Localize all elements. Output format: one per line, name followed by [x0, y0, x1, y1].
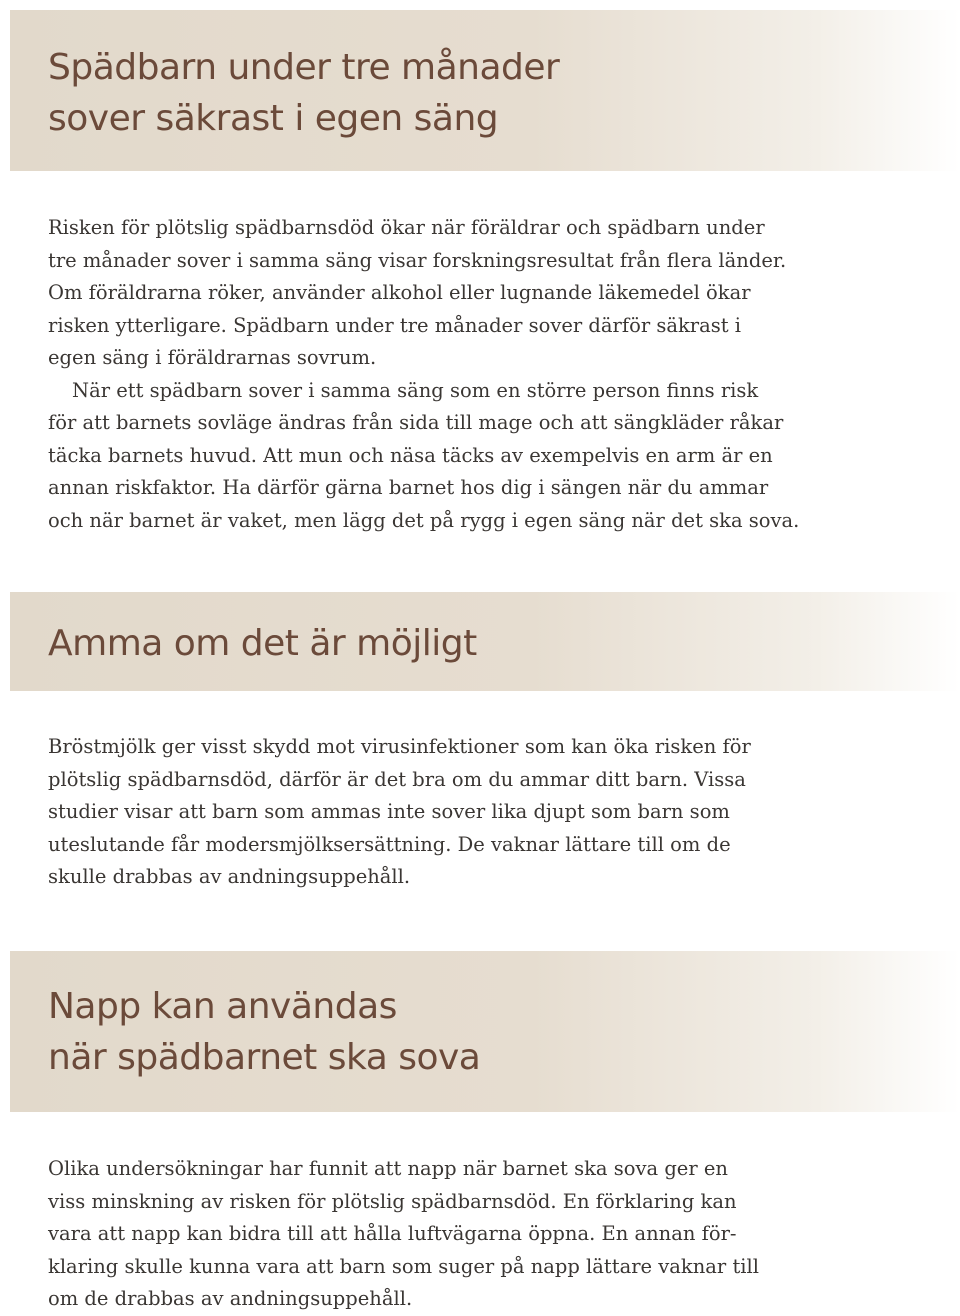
- section-3-heading: [48, 981, 480, 1083]
- section-3-body: [48, 1153, 828, 1316]
- body-line: tre månader sover i samma säng visar forskningsresultat från flera länder.: [48, 248, 787, 272]
- body-line: risken ytterligare. Spädbarn under tre månader sover därför säkrast i: [48, 313, 742, 337]
- section-2-body: [48, 731, 828, 894]
- section-1-heading: [48, 42, 559, 144]
- body-line: viss minskning av risken för plötslig spädbarnsdöd. En förklaring kan: [48, 1189, 737, 1213]
- body-line: uteslutande får modersmjölksersättning. De vaknar lättare till om de: [48, 832, 731, 856]
- body-line: Olika undersökningar har funnit att napp när barnet ska sova ger en: [48, 1157, 728, 1180]
- heading-line: sover säkrast i egen säng: [48, 98, 499, 139]
- body-line: När ett spädbarn sover i samma säng som en större person finns risk: [72, 378, 759, 402]
- body-line: studier visar att barn som ammas inte sover lika djupt som barn som: [48, 800, 730, 823]
- heading-line: när spädbarnet ska sova: [48, 1037, 481, 1078]
- body-line: klaring skulle kunna vara att barn som suger på napp lättare vaknar till: [48, 1254, 759, 1278]
- body-line: täcka barnets huvud. Att mun och näsa täcks av exempelvis en arm är en: [48, 443, 773, 467]
- body-line: annan riskfaktor. Ha därför gärna barnet hos dig i sängen när du ammar: [48, 476, 769, 499]
- heading-line: Napp kan användas: [48, 986, 397, 1027]
- body-line: och när barnet är vaket, men lägg det på rygg i egen säng när det ska sova.: [48, 508, 800, 532]
- body-line: för att barnets sovläge ändras från sida till mage och att sängkläder råkar: [48, 411, 784, 434]
- heading-line: Amma om det är möjligt: [48, 623, 477, 664]
- section-1-body: [48, 212, 828, 537]
- body-line: om de drabbas av andningsuppehåll.: [48, 1287, 413, 1310]
- body-line: plötslig spädbarnsdöd, därför är det bra om du ammar ditt barn. Vissa: [48, 767, 746, 791]
- body-line: vara att napp kan bidra till att hålla luftvägarna öppna. En annan för-: [48, 1222, 737, 1245]
- heading-line: Spädbarn under tre månader: [48, 47, 560, 88]
- body-line: Risken för plötslig spädbarnsdöd ökar när föräldrar och spädbarn under: [48, 216, 765, 239]
- section-2-heading: [48, 618, 477, 669]
- body-line: egen säng i föräldrarnas sovrum.: [48, 346, 377, 369]
- body-line: Bröstmjölk ger visst skydd mot virusinfektioner som kan öka risken för: [48, 735, 751, 758]
- body-line: Om föräldrarna röker, använder alkohol eller lugnande läkemedel ökar: [48, 281, 751, 304]
- body-line: skulle drabbas av andningsuppehåll.: [48, 865, 411, 888]
